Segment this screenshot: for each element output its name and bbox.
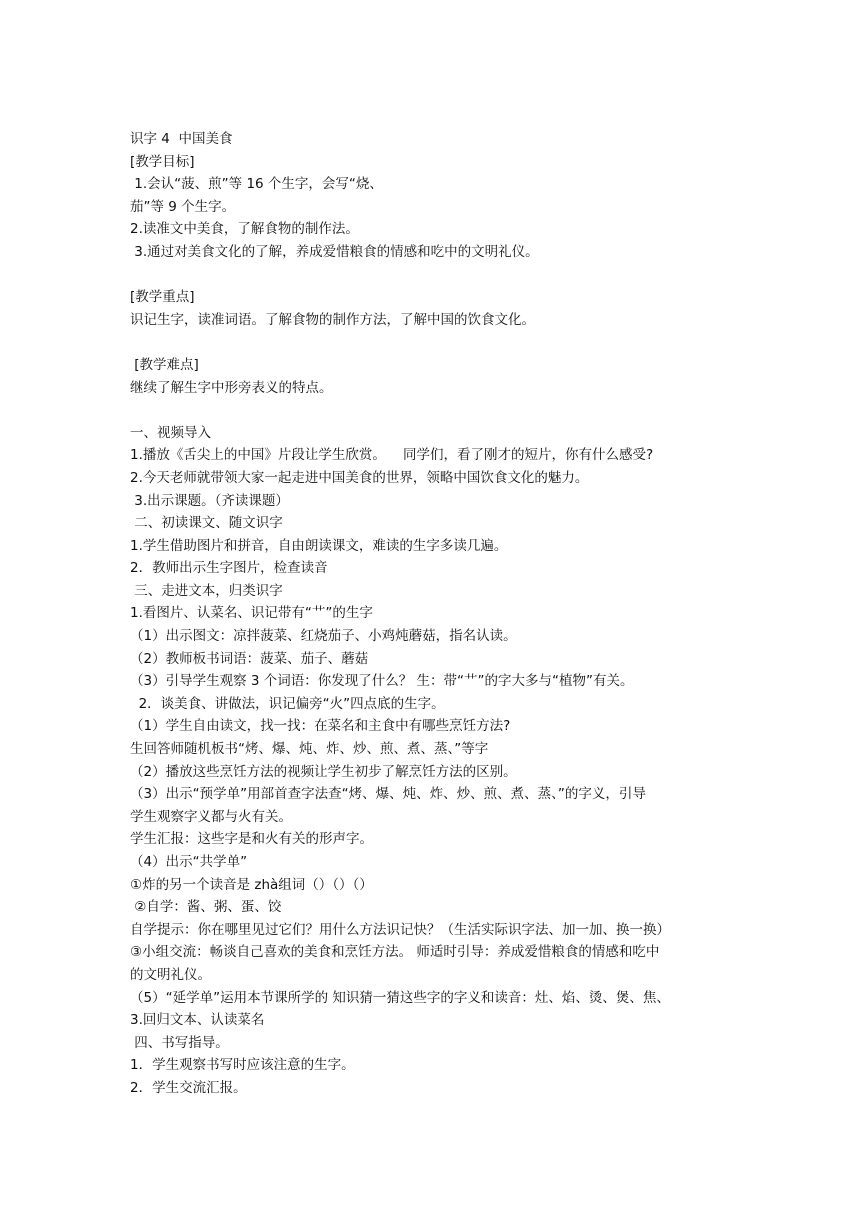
text-line: 2.读准文中美食，了解食物的制作法。 [130,221,359,238]
blank-line [130,331,740,354]
section-heading-objectives: [教学目标] [130,153,195,170]
text-line: 学生观察字义都与火有关。 [130,808,292,825]
text-line: （5）“延学单”运用本节课所学的 知识猜一猜这些字的字义和读音：灶、焰、烫、煲、焦、 [130,989,670,1006]
text-line: （3）出示“预学单”用部首查字法查“烤、爆、炖、炸、炒、煎、煮、蒸、”的字义，引导 [130,786,646,803]
text-line: 1.学生借助图片和拼音，自由朗读课文，难读的生字多读几遍。 [130,537,508,554]
blank-line [130,264,740,287]
text-line: 2.今天老师就带领大家一起走进中国美食的世界，领略中国饮食文化的魅力。 [130,469,589,486]
text-line: 1.会认“菠、煎”等 16 个生字，会写“烧、 [130,176,383,193]
text-line: 生回答师随机板书“烤、爆、炖、炸、炒、煎、煮、蒸、”等字 [130,741,489,758]
section-heading-key-points: [教学重点] [130,289,195,306]
blank-line [130,399,740,422]
section-heading-into-text: 三、走进文本，归类识字 [130,582,283,599]
document-title: 识字 4 中国美食 [130,131,233,147]
text-line: （1）学生自由读文，找一找：在菜名和主食中有哪些烹饪方法? [130,718,511,735]
text-line: （2）播放这些烹饪方法的视频让学生初步了解烹饪方法的区别。 [130,763,517,780]
document-body [130,128,740,1100]
text-line: ②自学：酱、粥、蛋、饺 [130,899,282,916]
text-line: 学生汇报：这些字是和火有关的形声字。 [130,831,373,848]
text-line: 2．谈美食、讲做法，识记偏旁“火”四点底的生字。 [130,695,445,712]
text-line: 3.出示课题。（齐读课题） [130,492,289,509]
text-line: （1）出示图文：凉拌菠菜、红烧茄子、小鸡炖蘑菇，指名认读。 [130,628,517,645]
text-line: （3）引导学生观察 3 个词语：你发现了什么？ 生：带“艹”的字大多与“植物”有关。 [130,673,634,690]
text-line: 3.回归文本、认读菜名 [130,1012,265,1029]
text-line: ③小组交流：畅谈自己喜欢的美食和烹饪方法。 师适时引导：养成爱惜粮食的情感和吃中 [130,944,660,961]
text-line: 自学提示：你在哪里见过它们？用什么方法识记快？（生活实际识字法、加一加、换一换） [130,921,670,938]
text-line: 的文明礼仪。 [130,966,211,983]
text-line: （4）出示“共学单” [130,854,248,870]
section-heading-video-intro: 一、视频导入 [130,424,211,441]
text-line: 3.通过对美食文化的了解，养成爱惜粮食的情感和吃中的文明礼仪。 [130,243,539,260]
text-line: 2．教师出示生字图片，检查读音 [130,560,328,577]
text-line: （2）教师板书词语：菠菜、茄子、蘑菇 [130,650,369,667]
section-heading-writing-guide: 四、书写指导。 [130,1034,229,1051]
section-heading-first-reading: 二、初读课文、随文识字 [130,515,283,532]
text-line: ①炸的另一个读音是 zhà组词（）（）（） [130,876,373,893]
text-line: 1．学生观察书写时应该注意的生字。 [130,1057,355,1074]
section-heading-difficulties: [教学难点] [130,356,199,373]
text-line: 1.看图片、认菜名、识记带有“艹”的生字 [130,605,373,622]
text-line: 茄”等 9 个生字。 [130,198,236,215]
text-line: 2．学生交流汇报。 [130,1079,247,1096]
text-line: 继续了解生字中形旁表义的特点。 [130,379,333,396]
text-line: 1.播放《舌尖上的中国》片段让学生欣赏。 同学们，看了刚才的短片，你有什么感受? [130,447,654,464]
text-line: 识记生字，读准词语。了解食物的制作方法，了解中国的饮食文化。 [130,311,535,328]
